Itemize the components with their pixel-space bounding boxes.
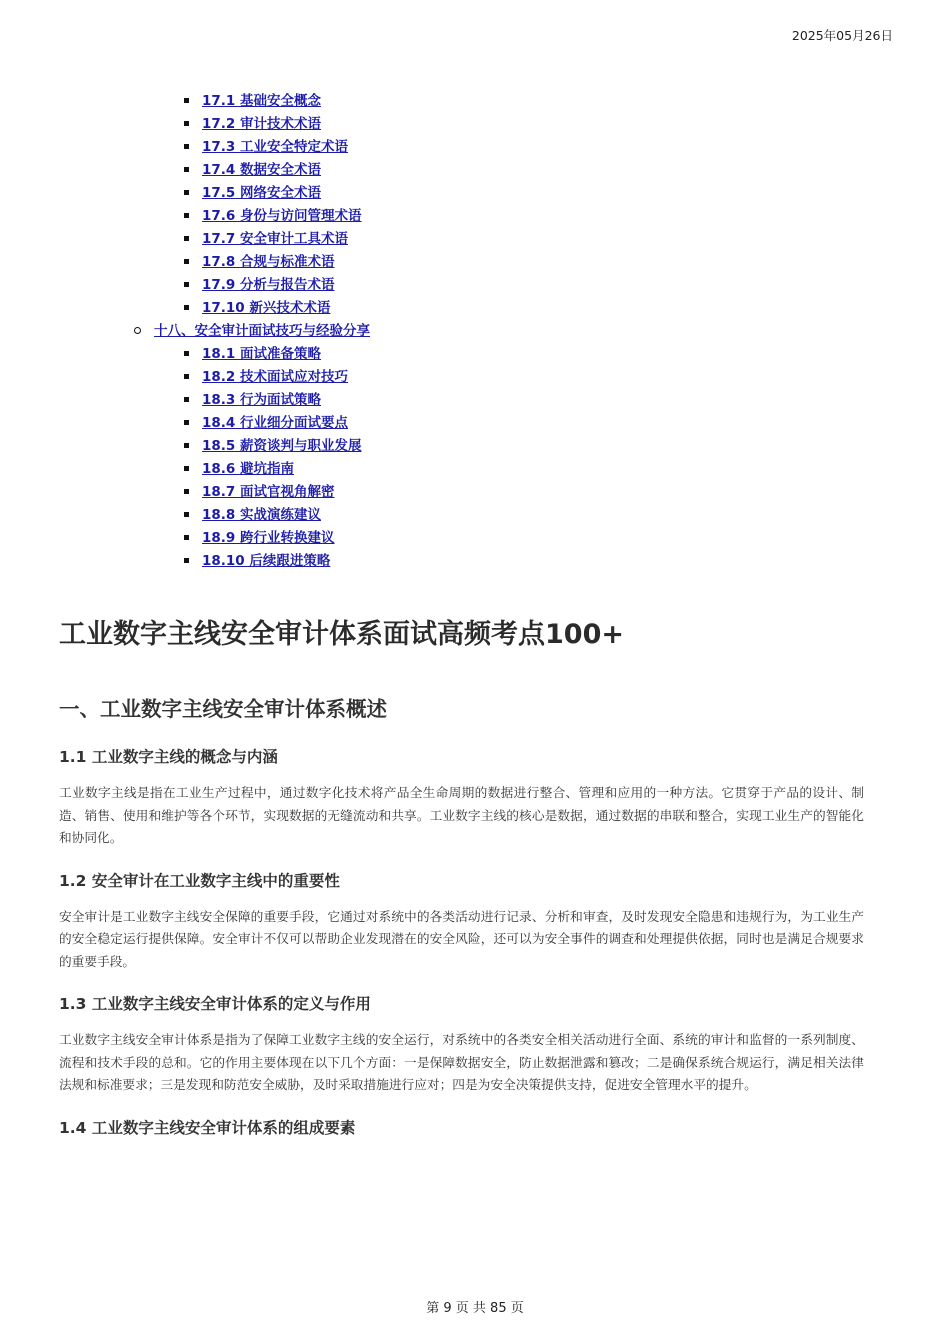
toc-link-17-10[interactable]: 17.10 新兴技术术语	[202, 300, 331, 316]
page-number: 第 9 页 共 85 页	[426, 1301, 524, 1316]
toc-item[interactable]	[0, 435, 950, 458]
section-1-4-heading: 1.4 工业数字主线安全审计体系的组成要素	[59, 1118, 356, 1137]
table-of-contents	[0, 90, 950, 573]
toc-item[interactable]	[0, 205, 950, 228]
section-1-1-paragraph: 工业数字主线是指在工业生产过程中，通过数字化技术将产品全生命周期的数据进行整合、管理和应用的一种方法。它贯穿于产品的设计、制造、销售、使用和维护等各个环节，实现数据的无缝流动和共享。工业数字主线的核心是数据，通过数据的串联和整合，实现工业生产的智能化和协同化。	[59, 785, 864, 845]
toc-link-18-9[interactable]: 18.9 跨行业转换建议	[202, 530, 335, 546]
toc-link-17-6[interactable]: 17.6 身份与访问管理术语	[202, 208, 362, 224]
document-title: 工业数字主线安全审计体系面试高频考点100+	[59, 619, 624, 650]
toc-link-18-2[interactable]: 18.2 技术面试应对技巧	[202, 369, 349, 385]
toc-item[interactable]	[0, 113, 950, 136]
toc-link-17-5[interactable]: 17.5 网络安全术语	[202, 185, 322, 201]
page-date: 2025年05月26日	[791, 28, 893, 43]
toc-item[interactable]	[0, 527, 950, 550]
toc-link-17-9[interactable]: 17.9 分析与报告术语	[202, 277, 335, 293]
toc-item[interactable]	[0, 389, 950, 412]
toc-link-18-10[interactable]: 18.10 后续跟进策略	[202, 553, 331, 569]
toc-link-18-1[interactable]: 18.1 面试准备策略	[202, 346, 322, 362]
toc-link-18-8[interactable]: 18.8 实战演练建议	[202, 507, 322, 523]
section-1-2-paragraph: 安全审计是工业数字主线安全保障的重要手段，它通过对系统中的各类活动进行记录、分析和审查，及时发现安全隐患和违规行为，为工业生产的安全稳定运行提供保障。安全审计不仅可以帮助企业发现潜在的安全风险，还可以为安全事件的调查和处理提供依据，同时也是满足合规要求的重要手段。	[59, 908, 864, 969]
toc-link-17-8[interactable]: 17.8 合规与标准术语	[202, 254, 335, 270]
toc-item[interactable]	[0, 228, 950, 251]
toc-link-18-4[interactable]: 18.4 行业细分面试要点	[202, 415, 349, 431]
toc-link-17-7[interactable]: 17.7 安全审计工具术语	[202, 231, 349, 247]
toc-section[interactable]	[0, 320, 950, 343]
toc-item[interactable]	[0, 90, 950, 113]
toc-item[interactable]	[0, 481, 950, 504]
section-1-2-heading: 1.2 安全审计在工业数字主线中的重要性	[59, 871, 340, 890]
toc-item[interactable]	[0, 297, 950, 320]
toc-item[interactable]	[0, 550, 950, 573]
section-1-3-heading: 1.3 工业数字主线安全审计体系的定义与作用	[59, 995, 371, 1013]
toc-item[interactable]	[0, 136, 950, 159]
section-1-3-paragraph: 工业数字主线安全审计体系是指为了保障工业数字主线的安全运行，对系统中的各类安全相关活动进行全面、系统的审计和监督的一系列制度、流程和技术手段的总和。它的作用主要体现在以下几个方面：一是保障数据安全，防止数据泄露和篡改；二是确保系统合规运行，满足相关法律法规和标准要求；三是发现和防范安全威胁，及时采取措施进行应对；四是为安全决策提供支持，促进安全管理水平的提升。	[59, 1032, 864, 1092]
toc-link-18-3[interactable]: 18.3 行为面试策略	[202, 392, 322, 408]
toc-link-section-18[interactable]: 十八、安全审计面试技巧与经验分享	[154, 323, 370, 339]
toc-link-18-7[interactable]: 18.7 面试官视角解密	[202, 484, 335, 500]
toc-link-18-5[interactable]: 18.5 薪资谈判与职业发展	[202, 438, 362, 454]
toc-link-17-2[interactable]: 17.2 审计技术术语	[202, 116, 322, 132]
toc-item[interactable]	[0, 343, 950, 366]
toc-link-17-1[interactable]: 17.1 基础安全概念	[202, 93, 322, 109]
document-body	[59, 610, 864, 1153]
toc-item[interactable]	[0, 366, 950, 389]
toc-item[interactable]	[0, 159, 950, 182]
toc-item[interactable]	[0, 458, 950, 481]
toc-item[interactable]	[0, 412, 950, 435]
toc-item[interactable]	[0, 182, 950, 205]
toc-link-18-6[interactable]: 18.6 避坑指南	[202, 461, 295, 477]
toc-item[interactable]	[0, 251, 950, 274]
toc-item[interactable]	[0, 274, 950, 297]
toc-item[interactable]	[0, 504, 950, 527]
chapter-1-heading: 一、工业数字主线安全审计体系概述	[59, 697, 387, 721]
toc-link-17-4[interactable]: 17.4 数据安全术语	[202, 162, 322, 178]
section-1-1-heading: 1.1 工业数字主线的概念与内涵	[59, 748, 278, 766]
toc-link-17-3[interactable]: 17.3 工业安全特定术语	[202, 139, 349, 155]
